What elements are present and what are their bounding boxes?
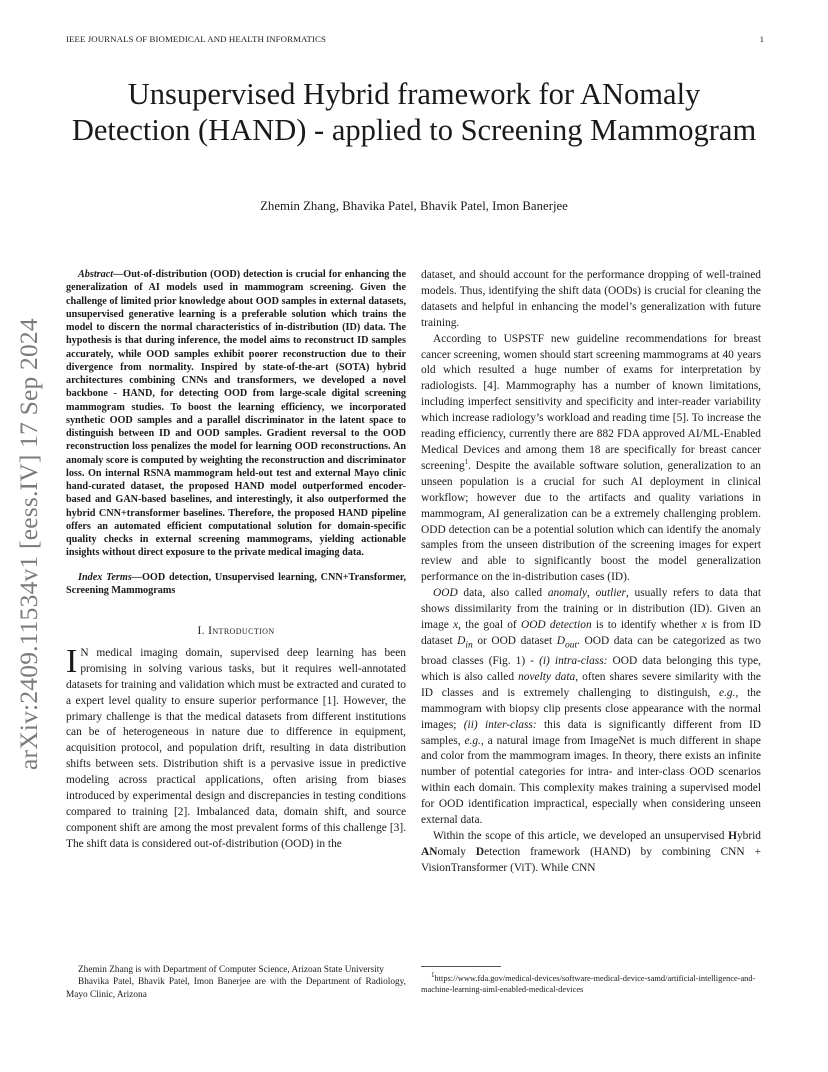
left-column xyxy=(66,268,406,853)
ood-term: OOD xyxy=(433,587,458,600)
text-run: OOD data belonging this type, which is also called xyxy=(421,655,761,683)
anomaly-term: anomaly xyxy=(547,587,588,600)
page-number: 1 xyxy=(759,34,764,44)
text-run: the mammogram with biopsy clip presents close appearance with the normal images; xyxy=(421,686,761,731)
math-x: x xyxy=(453,618,459,631)
math-d-out: D xyxy=(556,634,565,647)
footnote-mark: 1 xyxy=(431,971,435,980)
eg-term: e.g., xyxy=(464,734,484,747)
outlier-term: outlier xyxy=(595,587,626,600)
right-paragraph-4 xyxy=(421,829,761,877)
affiliation-footnote-2: Bhavika Patel, Bhavik Patel, Imon Banerjee are with the Department of Radiology, Mayo Clinic, Arizona xyxy=(66,977,406,1000)
abstract: Abstract—Out-of-distribution (OOD) detection is crucial for enhancing the generalization of AI models used in mammogram screening. Given the challenge of limited prior knowledge about OOD samples in external datasets, unsupervised generative learning is a preferable solution which trains the model to discern the normal characteristics of in-distribution (ID) data. The hypothesis is that during inference, the model aims to reconstruct ID samples accurately, while OOD samples exhibit poorer reconstruction due to their divergence from normality. Inspired by state-of-the-art (SOTA) hybrid architectures combining CNNs and transformers, we developed a novel backbone - HAND, for detecting OOD from large-scale digital screening mammogram studies. To boost the learning efficiency, we incorporated synthetic OOD samples and a parallel discriminator in the latent space to distinguish between ID and OOD samples. Gradient reversal to the OOD reconstruction loss penalizes the model for learning OOD reconstructions. An anomaly score is computed by weighting the reconstruction and discriminator loss. On internal RSNA mammogram held-out test and external Mayo clinic hand-curated dataset, the proposed HAND model outperformed encoder-based and GAN-based baselines, and interestingly, it also outperformed the hybrid CNN+transformer baselines. Therefore, the proposed HAND pipeline offers an automated efficient computational solution for domain-specific quality checks in external screening mammograms, yielding actionable insights without direct exposure to the private medical imaging data. xyxy=(66,269,406,559)
index-terms-label: Index Terms xyxy=(78,571,132,583)
drop-cap: I xyxy=(66,642,78,680)
footnote-rule xyxy=(421,966,501,967)
affiliation-footnote-1: Zhemin Zhang is with Department of Computer Science, Arizoan State University xyxy=(78,965,384,975)
eg-term: e.g., xyxy=(719,686,739,699)
text-run: or OOD dataset xyxy=(472,634,557,647)
paper-title: Unsupervised Hybrid framework for ANomaly Detection (HAND) - applied to Screening Mammogram xyxy=(71,77,757,147)
text-run: , usually refers to data that shows dissimilarity from the training or in distribution (ID). Given an image xyxy=(421,587,761,631)
text-run: is from ID dataset xyxy=(421,618,761,647)
math-d-out-sub: out xyxy=(564,640,578,651)
right-paragraph-3 xyxy=(421,586,761,829)
text-run: , often shares severe similarity with the ID classes and is extremely challenging to distinguish, xyxy=(421,670,761,699)
text-run: etection framework (HAND) by combining CNN + VisionTransformer (ViT). While CNN xyxy=(421,845,761,874)
text-run: omaly xyxy=(437,845,476,858)
section-title: Introduction xyxy=(208,625,275,637)
text-run: , the goal of xyxy=(458,618,521,631)
math-d-in-sub: in xyxy=(465,640,473,651)
intro-paragraph-1-text: N medical imaging domain, supervised deep learning has been promising in solving various tasks, but it requires well-annotated datasets for training and validation which must be extracted and curated to a expert level quality to ensure superior performance [1]. However, the primary challenge is that the medical datasets from different institutions can be of heterogeneous in nature due to difference in equipment, acquisition protocol, and population drift, resulting in data distribution shifts between sets. Distribution shift is a pervasive issue in predictive modeling across practical applications, often arising from biases introduced by experimental design and discrepancies in testing conditions compared to training [2]. Imbalanced data, domain shift, and source component shift are among the most prevalent forms of this challenge [3]. The shift data is considered out-of-distribution (OOD) in the xyxy=(66,646,406,850)
text-run: data, also called xyxy=(457,587,548,600)
text-run: , xyxy=(587,587,596,600)
affiliation-footnotes xyxy=(66,964,406,1001)
text-run: a natural image from ImageNet is much different in shape and color from the mammogram images. In theory, there exists an infinite number of potential categories for intra- and inter-class OOD scenarios within each domain. This complexity makes training a supervised model for OOD identification impractical, especially when considering unseen external data. xyxy=(421,734,761,827)
index-terms: Index Terms—OOD detection, Unsupervised learning, CNN+Transformer, Screening Mammograms xyxy=(66,571,406,596)
text-run: is to identify whether xyxy=(591,618,702,631)
acronym-letter: D xyxy=(475,845,485,858)
ood-detection-term: OOD detection xyxy=(520,618,592,631)
text-run: Within the scope of this article, we developed an unsupervised xyxy=(433,830,729,842)
running-head: IEEE JOURNALS OF BIOMEDICAL AND HEALTH INFORMATICS xyxy=(66,34,326,44)
abstract-text: Out-of-distribution (OOD) detection is crucial for enhancing the generalization of AI models used in mammogram screening. Given the challenge of limited prior knowledge about OOD samples in external datasets, unsupervised generative learning is a preferable solution which trains the model to discern the normal characteristics of in-distribution (ID) data. The hypothesis is that during inference, the model aims to reconstruct ID samples accurately, while OOD samples exhibit poorer reconstruction due to their divergence from normality. Inspired by state-of-the-art (SOTA) hybrid architectures combining CNNs and transformers, we developed a novel backbone - HAND, for detecting OOD from large-scale digital screening mammogram studies. To boost the learning efficiency, we incorporated synthetic OOD samples and a parallel discriminator in the latent space to distinguish between ID and OOD samples. Gradient reversal to the OOD reconstruction loss penalizes the model for learning OOD reconstructions. An anomaly score is computed by weighting the reconstruction and discriminator loss. On internal RSNA mammogram held-out test and external Mayo clinic hand-curated dataset, the proposed HAND model outperformed encoder-based and GAN-based baselines, and interestingly, it also outperformed the hybrid CNN+transformer baselines. Therefore, the proposed HAND pipeline offers an automated efficient computational solution for domain-specific quality checks in external screening mammograms, yielding actionable insights without direct exposure to the private medical imaging data. xyxy=(66,269,406,559)
inter-class-label: (ii) inter-class: xyxy=(463,718,537,731)
right-column xyxy=(421,268,761,877)
intro-paragraph-1 xyxy=(66,642,406,853)
math-d-in: D xyxy=(457,634,466,647)
acronym-letter: AN xyxy=(421,845,438,858)
right-paragraph-2 xyxy=(421,332,761,587)
acronym-letter: H xyxy=(728,830,737,842)
author-list: Zhemin Zhang, Bhavika Patel, Bhavik Patel, Imon Banerjee xyxy=(260,199,568,213)
section-heading-introduction xyxy=(66,624,406,640)
math-x: x xyxy=(701,618,707,631)
right-paragraph-2-text-b: . Despite the available software solution, generalization to an unseen population is a crucial for such AI deployment in clinical workflow; however due to the artifacts and quality variations in mammogram, AI generalization can be a extremely challenging problem. ODD detection can be a potential solution which can identify the anomaly samples from the unseen distribution of the screening images for expert review and able to significantly boost the model generalization performance on the in-distribution cases (ID). xyxy=(421,459,761,584)
text-run: ybrid xyxy=(736,830,761,842)
text-run: this data is significantly different from ID samples, xyxy=(421,718,761,747)
index-terms-text: OOD detection, Unsupervised learning, CNN+Transformer, Screening Mammograms xyxy=(66,571,406,596)
footnote-url[interactable]: https://www.fda.gov/medical-devices/software-medical-device-samd/artificial-intelligence-and-machine-learning-aiml-enabled-medical-devices xyxy=(421,974,756,995)
footnote-ref: 1 xyxy=(464,458,469,467)
right-paragraph-2-text-a: According to USPSTF new guideline recommendations for breast cancer screening, women should start screening mammograms at 40 years old which resulted a huge number of exams for interpretation by radiologists. [4]. Mammography has a number of known limitations, including imperfect sensitivity and specificity and inter-reader variability which increase radiology’s workload and reading time [5]. To increase the reading efficiency, currently there are 882 FDA approved AI/ML-Enabled Medical Devices and among them 18 are specifically for breast cancer screening xyxy=(421,332,761,472)
arxiv-stamp: arXiv:2409.11534v1 [eess.IV] 17 Sep 2024 xyxy=(14,318,43,770)
url-footnote xyxy=(421,973,761,995)
abstract-label: Abstract xyxy=(78,269,114,280)
intra-class-label: (i) intra-class: xyxy=(539,655,608,668)
right-paragraph-1: dataset, and should account for the performance dropping of well-trained models. Thus, identifying the shift data (OODs) is crucial for cleaning the datasets and helpful in enhancing the model’s generalization with future training. xyxy=(421,269,761,329)
text-run: . OOD data can be categorized as two broad classes (Fig. 1) - xyxy=(421,634,761,668)
section-number: I. xyxy=(197,625,205,637)
novelty-term: novelty data xyxy=(518,670,576,683)
